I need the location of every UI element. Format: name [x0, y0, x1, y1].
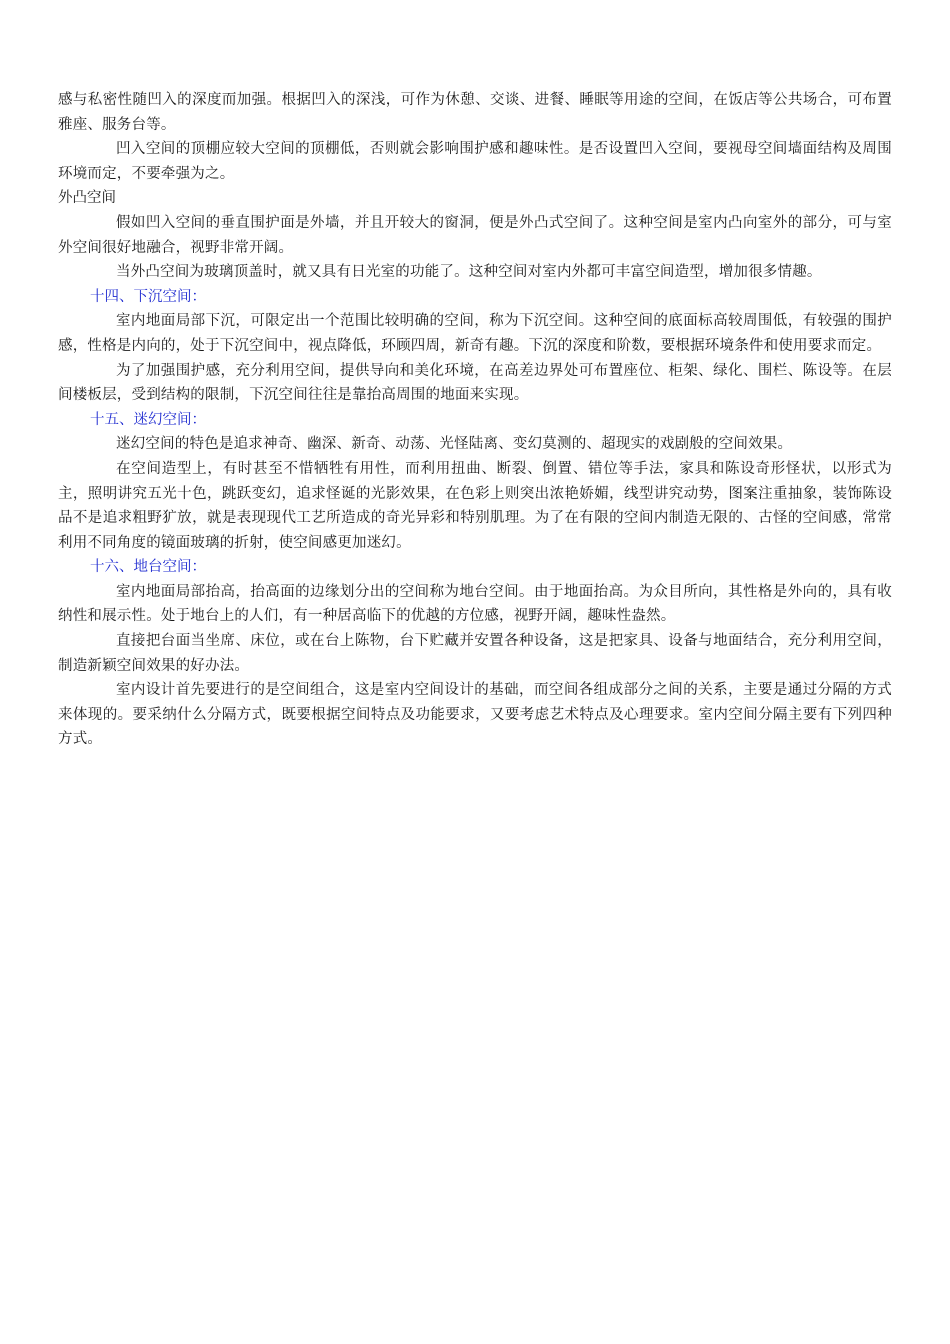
paragraph-sunken-definition: 室内地面局部下沉，可限定出一个范围比较明确的空间，称为下沉空间。这种空间的底面标高较周围低，有较强的围护感，性格是内向的，处于下沉空间中，视点降低，环顾四周，新奇有趣。下沉的深度和阶数，要根据环境条件和使用要求而定。	[58, 313, 892, 354]
paragraph-space-partition-intro: 室内设计首先要进行的是空间组合，这是室内空间设计的基础，而空间各组成部分之间的关系，主要是通过分隔的方式来体现的。要采纳什么分隔方式，既要根据空间特点及功能要求，又要考虑艺术特点及心理要求。室内空间分隔主要有下列四种方式。	[58, 682, 892, 748]
document-page	[58, 88, 892, 752]
paragraph-sunken-enclosure: 为了加强围护感，充分利用空间，提供导向和美化环境，在高差边界处可布置座位、柜架、绿化、围栏、陈设等。在层间楼板层，受到结构的限制，下沉空间往往是靠抬高周围的地面来实现。	[58, 362, 892, 404]
paragraph-illusion-features: 迷幻空间的特色是追求神奇、幽深、新奇、动荡、光怪陆离、变幻莫测的、超现实的戏剧般的空间效果。	[116, 436, 793, 453]
paragraph-platform-usage: 直接把台面当坐席、床位，或在台上陈物，台下贮藏并安置各种设备，这是把家具、设备与地面结合，充分利用空间，制造新颖空间效果的好办法。	[58, 633, 892, 674]
paragraph-illusion-techniques: 在空间造型上，有时甚至不惜牺牲有用性，而利用扭曲、断裂、倒置、错位等手法，家具和陈设奇形怪状，以形式为主，照明讲究五光十色，跳跃变幻，追求怪诞的光影效果，在色彩上则突出浓艳娇媚，线型讲究动势，图案注重抽象，装饰陈设品不是追求粗野犷放，就是表现现代工艺所造成的奇光异彩和特别肌理。为了在有限的空间内制造无限的、古怪的空间感，常常利用不同角度的镜面玻璃的折射，使空间感更加迷幻。	[58, 460, 892, 551]
section-heading-sunken-space: 十四、下沉空间：	[90, 288, 206, 305]
section-heading-illusion-space: 十五、迷幻空间：	[90, 411, 206, 428]
paragraph-platform-definition: 室内地面局部抬高，抬高面的边缘划分出的空间称为地台空间。由于地面抬高。为众目所向，其性格是外向的，具有收纳性和展示性。处于地台上的人们，有一种居高临下的优越的方位感，视野开阔，趣味性盎然。	[58, 583, 892, 625]
paragraph-protruding-definition: 假如凹入空间的垂直围护面是外墙，并且开较大的窗洞，便是外凸式空间了。这种空间是室内凸向室外的部分，可与室外空间很好地融合，视野非常开阔。	[58, 214, 892, 256]
subheading-protruding-space: 外凸空间	[58, 190, 116, 207]
section-heading-platform-space: 十六、地台空间：	[90, 559, 206, 576]
paragraph-protruding-sunroom: 当外凸空间为玻璃顶盖时，就又具有日光室的功能了。这种空间对室内外都可丰富空间造型，增加很多情趣。	[116, 264, 822, 281]
paragraph-recessed-space-continued: 感与私密性随凹入的深度而加强。根据凹入的深浅，可作为休憩、交谈、进餐、睡眠等用途的空间，在饭店等公共场合，可布置雅座、服务台等。	[58, 92, 892, 133]
paragraph-recessed-ceiling: 凹入空间的顶棚应较大空间的顶棚低，否则就会影响围护感和趣味性。是否设置凹入空间，要视母空间墙面结构及周围环境而定，不要牵强为之。	[58, 141, 892, 182]
